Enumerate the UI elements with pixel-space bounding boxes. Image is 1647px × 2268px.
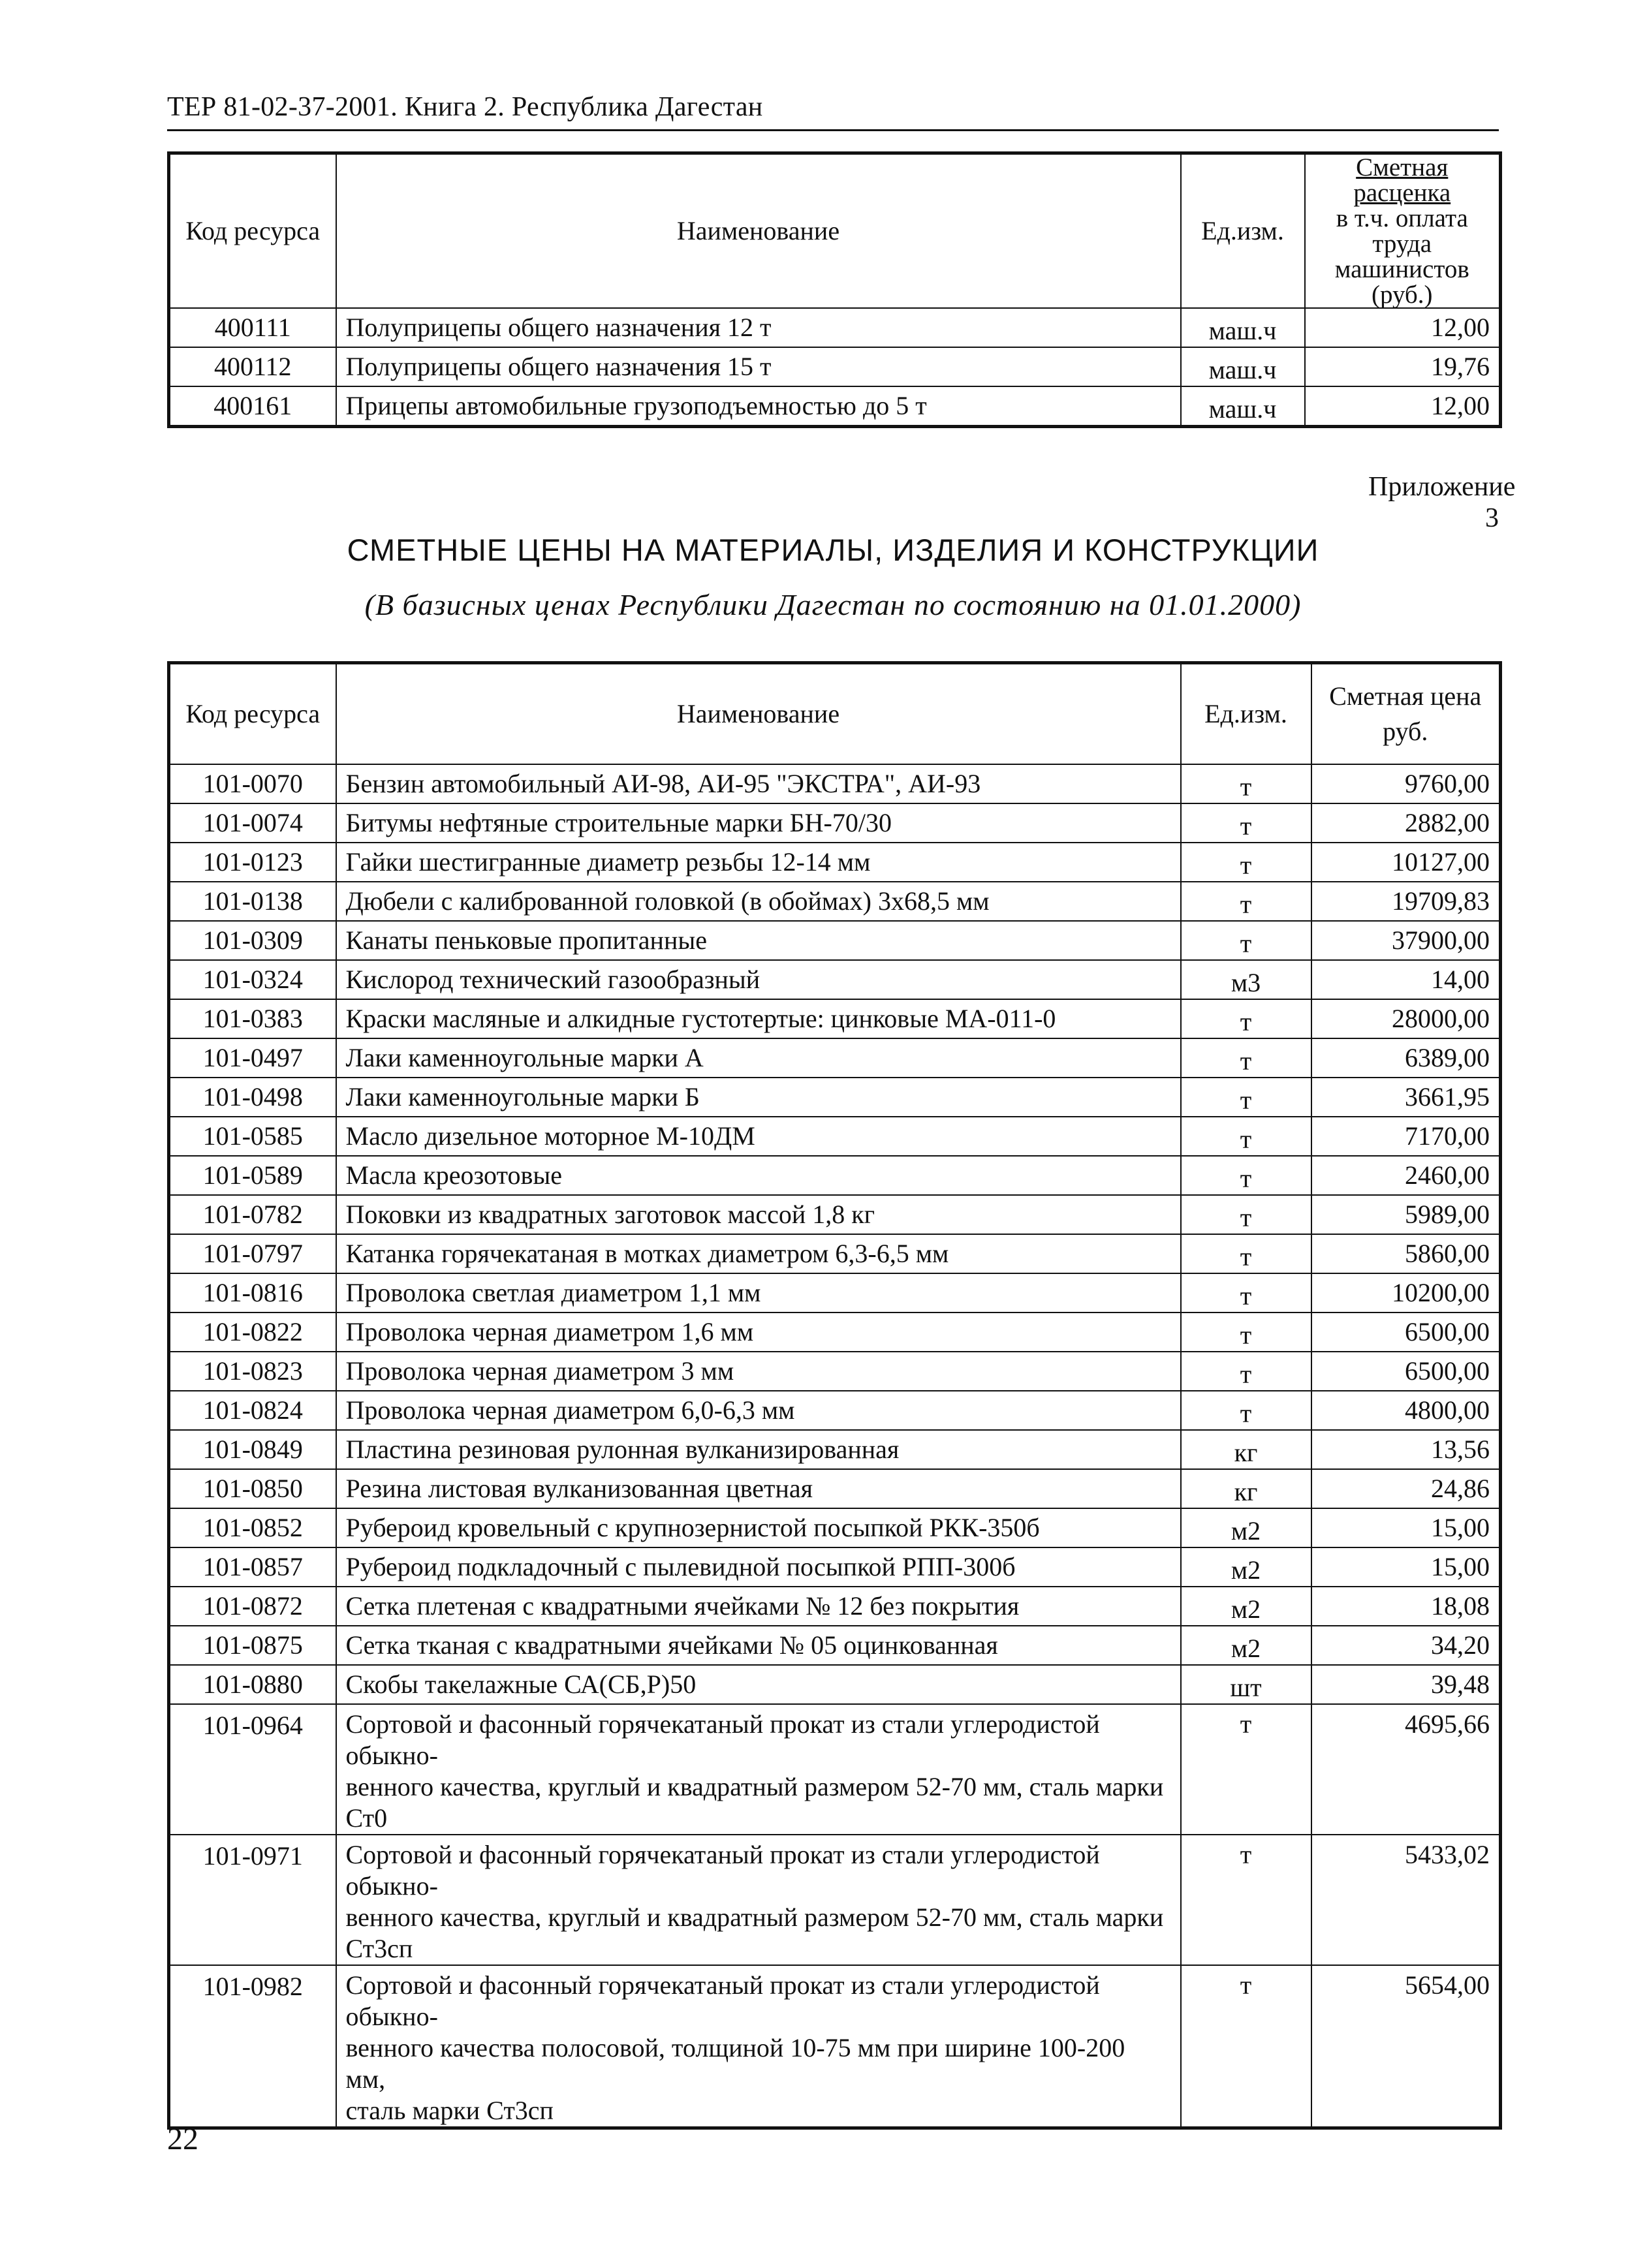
unit-cell: кг [1181,1469,1311,1508]
resource-code-cell: 101-0875 [169,1626,336,1665]
table-row [169,1117,1501,1156]
unit-cell: маш.ч [1181,386,1305,427]
price-cell: 4800,00 [1311,1391,1501,1430]
item-name-cell: Проволока черная диаметром 6,0-6,3 мм [336,1391,1181,1430]
unit-cell: маш.ч [1181,308,1305,347]
item-name-cell: Сетка плетеная с квадратными ячейками № 12 без покрытия [336,1587,1181,1626]
unit-cell: кг [1181,1430,1311,1469]
item-name-cell: Сетка тканая с квадратными ячейками № 05 оцинкованная [336,1626,1181,1665]
resource-code-cell: 101-0849 [169,1430,336,1469]
table-row [169,1965,1501,2128]
unit-cell: т [1181,843,1311,882]
resource-code-cell: 400111 [169,308,336,347]
item-name-cell: Поковки из квадратных заготовок массой 1,8 кг [336,1195,1181,1234]
unit-cell: т [1181,1195,1311,1234]
price-header-line: в т.ч. оплата труда [1336,204,1468,258]
table-row [169,1156,1501,1195]
unit-cell: т [1181,1313,1311,1352]
unit-cell: маш.ч [1181,347,1305,386]
column-header-unit: Ед.изм. [1181,153,1305,309]
unit-cell: т [1181,1273,1311,1313]
price-cell: 18,08 [1311,1587,1501,1626]
machines-body [169,308,1501,427]
unit-cell: м2 [1181,1547,1311,1587]
resource-code-cell: 101-0872 [169,1587,336,1626]
unit-cell: т [1181,1117,1311,1156]
resource-code-cell: 101-0782 [169,1195,336,1234]
item-name-cell [336,1704,1181,1835]
resource-code-cell: 101-0880 [169,1665,336,1704]
item-name-line: венного качества, круглый и квадратный размером 52-70 мм, сталь марки [345,1772,1164,1801]
table-row [169,1587,1501,1626]
item-name-cell [336,1965,1181,2128]
item-name-line: Сортовой и фасонный горячекатаный прокат из стали углеродистой обыкно- [345,1709,1100,1770]
resource-code-cell: 101-0964 [169,1704,336,1835]
item-name-cell: Рубероид подкладочный с пылевидной посыпкой РПП-300б [336,1547,1181,1587]
price-header-line: Сметная цена [1329,681,1482,711]
resource-code-cell: 101-0850 [169,1469,336,1508]
table-row [169,1835,1501,1965]
unit-cell: т [1181,1704,1311,1835]
item-name-cell: Масло дизельное моторное М-10ДМ [336,1117,1181,1156]
price-cell: 5433,02 [1311,1835,1501,1965]
resource-code-cell: 101-0824 [169,1391,336,1430]
materials-table [167,661,1502,2130]
item-name-cell: Гайки шестигранные диаметр резьбы 12-14 мм [336,843,1181,882]
resource-code-cell: 101-0383 [169,999,336,1038]
item-name-line: венного качества, круглый и квадратный размером 52-70 мм, сталь марки [345,1903,1164,1932]
unit-cell: т [1181,1965,1311,2128]
table-row [169,1313,1501,1352]
price-cell: 6500,00 [1311,1352,1501,1391]
price-cell: 4695,66 [1311,1704,1501,1835]
table-row [169,1508,1501,1547]
section-title: СМЕТНЫЕ ЦЕНЫ НА МАТЕРИАЛЫ, ИЗДЕЛИЯ И КОНСТРУКЦИИ [347,533,1319,567]
item-name-line: сталь марки Ст3сп [345,2096,554,2125]
table-row [169,1195,1501,1234]
table-row [169,1273,1501,1313]
price-cell: 24,86 [1311,1469,1501,1508]
table-row [169,882,1501,921]
table-row [169,803,1501,843]
price-cell: 5989,00 [1311,1195,1501,1234]
item-name-cell: Полуприцепы общего назначения 15 т [336,347,1181,386]
materials-body [169,764,1501,2128]
unit-cell: т [1181,1156,1311,1195]
table-row [169,386,1501,427]
section-subtitle: (В базисных ценах Республики Дагестан по состоянию на 01.01.2000) [364,588,1302,621]
price-cell: 10200,00 [1311,1273,1501,1313]
item-name-cell: Катанка горячекатаная в мотках диаметром 6,3-6,5 мм [336,1234,1181,1273]
machines-header-row [169,153,1501,309]
resource-code-cell: 101-0589 [169,1156,336,1195]
item-name-cell: Скобы такелажные СА(СБ,Р)50 [336,1665,1181,1704]
price-cell: 7170,00 [1311,1117,1501,1156]
resource-code-cell: 101-0138 [169,882,336,921]
table-row [169,308,1501,347]
column-header-unit: Ед.изм. [1181,663,1311,765]
item-name-line: Сортовой и фасонный горячекатаный прокат из стали углеродистой обыкно- [345,1970,1100,2031]
unit-cell: м2 [1181,1508,1311,1547]
unit-cell: т [1181,1835,1311,1965]
resource-code-cell: 400161 [169,386,336,427]
unit-cell: т [1181,1234,1311,1273]
table-row [169,1626,1501,1665]
price-cell: 3661,95 [1311,1078,1501,1117]
running-header: ТЕР 81-02-37-2001. Книга 2. Республика Дагестан [167,92,763,122]
table-row [169,843,1501,882]
price-cell: 5860,00 [1311,1234,1501,1273]
resource-code-cell: 101-0497 [169,1038,336,1078]
table-row [169,1038,1501,1078]
price-cell: 2460,00 [1311,1156,1501,1195]
resource-code-cell: 101-0498 [169,1078,336,1117]
table-row [169,1547,1501,1587]
item-name-cell: Проволока черная диаметром 3 мм [336,1352,1181,1391]
price-cell: 39,48 [1311,1665,1501,1704]
unit-cell: м2 [1181,1626,1311,1665]
table-row [169,347,1501,386]
unit-cell: м2 [1181,1587,1311,1626]
resource-code-cell: 400112 [169,347,336,386]
item-name-cell: Канаты пеньковые пропитанные [336,921,1181,960]
price-cell: 28000,00 [1311,999,1501,1038]
price-cell: 6500,00 [1311,1313,1501,1352]
price-header-line: руб. [1383,717,1428,746]
column-header-price [1305,153,1501,309]
price-header-line: Сметная расценка [1353,153,1451,207]
item-name-cell: Кислород технический газообразный [336,960,1181,999]
table-row [169,921,1501,960]
unit-cell: т [1181,803,1311,843]
appendix-label: Приложение 3 [1368,472,1516,533]
table-row [169,1665,1501,1704]
item-name-cell: Резина листовая вулканизованная цветная [336,1469,1181,1508]
unit-cell: шт [1181,1665,1311,1704]
resource-code-cell: 101-0971 [169,1835,336,1965]
table-row [169,1469,1501,1508]
unit-cell: т [1181,1078,1311,1117]
table-row [169,1704,1501,1835]
page-number: 22 [167,2122,198,2156]
unit-cell: т [1181,1391,1311,1430]
resource-code-cell: 101-0585 [169,1117,336,1156]
column-header-code: Код ресурса [169,153,336,309]
item-name-cell: Лаки каменноугольные марки А [336,1038,1181,1078]
unit-cell: т [1181,999,1311,1038]
resource-code-cell: 101-0324 [169,960,336,999]
item-name-cell: Проволока черная диаметром 1,6 мм [336,1313,1181,1352]
resource-code-cell: 101-0852 [169,1508,336,1547]
table-row [169,1234,1501,1273]
item-name-cell: Дюбели с калиброванной головкой (в обоймах) 3х68,5 мм [336,882,1181,921]
resource-code-cell: 101-0857 [169,1547,336,1587]
price-cell: 12,00 [1305,386,1501,427]
price-cell: 13,56 [1311,1430,1501,1469]
unit-cell: м3 [1181,960,1311,999]
unit-cell: т [1181,882,1311,921]
item-name-line: венного качества полосовой, толщиной 10-75 мм при ширине 100-200 мм, [345,2033,1125,2094]
item-name-cell: Битумы нефтяные строительные марки БН-70/30 [336,803,1181,843]
price-header-line: машинистов (руб.) [1334,255,1469,309]
price-cell: 6389,00 [1311,1038,1501,1078]
item-name-cell: Масла креозотовые [336,1156,1181,1195]
price-cell: 37900,00 [1311,921,1501,960]
resource-code-cell: 101-0982 [169,1965,336,2128]
price-cell: 9760,00 [1311,764,1501,803]
column-header-price [1311,663,1501,765]
item-name-cell: Краски масляные и алкидные густотертые: цинковые МА-011-0 [336,999,1181,1038]
item-name-cell [336,1835,1181,1965]
column-header-name: Наименование [336,663,1181,765]
unit-cell: т [1181,1038,1311,1078]
price-cell: 15,00 [1311,1547,1501,1587]
item-name-line: Ст3сп [345,1934,413,1963]
machines-table [167,151,1502,428]
price-cell: 15,00 [1311,1508,1501,1547]
item-name-cell: Проволока светлая диаметром 1,1 мм [336,1273,1181,1313]
item-name-cell: Полуприцепы общего назначения 12 т [336,308,1181,347]
unit-cell: т [1181,921,1311,960]
item-name-cell: Бензин автомобильный АИ-98, АИ-95 "ЭКСТРА", АИ-93 [336,764,1181,803]
price-cell: 5654,00 [1311,1965,1501,2128]
column-header-code: Код ресурса [169,663,336,765]
resource-code-cell: 101-0822 [169,1313,336,1352]
item-name-line: Сортовой и фасонный горячекатаный прокат из стали углеродистой обыкно- [345,1840,1100,1901]
item-name-cell: Пластина резиновая рулонная вулканизированная [336,1430,1181,1469]
item-name-cell: Рубероид кровельный с крупнозернистой посыпкой РКК-350б [336,1508,1181,1547]
table-row [169,1430,1501,1469]
price-cell: 34,20 [1311,1626,1501,1665]
table-row [169,999,1501,1038]
unit-cell: т [1181,764,1311,803]
price-cell: 14,00 [1311,960,1501,999]
price-cell: 2882,00 [1311,803,1501,843]
materials-header-row [169,663,1501,765]
resource-code-cell: 101-0070 [169,764,336,803]
price-cell: 19,76 [1305,347,1501,386]
item-name-line: Ст0 [345,1803,388,1833]
table-row [169,1391,1501,1430]
resource-code-cell: 101-0816 [169,1273,336,1313]
header-rule [167,129,1499,131]
table-row [169,1352,1501,1391]
item-name-cell: Лаки каменноугольные марки Б [336,1078,1181,1117]
price-cell: 19709,83 [1311,882,1501,921]
table-row [169,764,1501,803]
table-row [169,1078,1501,1117]
price-cell: 12,00 [1305,308,1501,347]
resource-code-cell: 101-0309 [169,921,336,960]
column-header-name: Наименование [336,153,1181,309]
item-name-cell: Прицепы автомобильные грузоподъемностью до 5 т [336,386,1181,427]
resource-code-cell: 101-0123 [169,843,336,882]
price-cell: 10127,00 [1311,843,1501,882]
resource-code-cell: 101-0074 [169,803,336,843]
resource-code-cell: 101-0797 [169,1234,336,1273]
table-row [169,960,1501,999]
unit-cell: т [1181,1352,1311,1391]
resource-code-cell: 101-0823 [169,1352,336,1391]
